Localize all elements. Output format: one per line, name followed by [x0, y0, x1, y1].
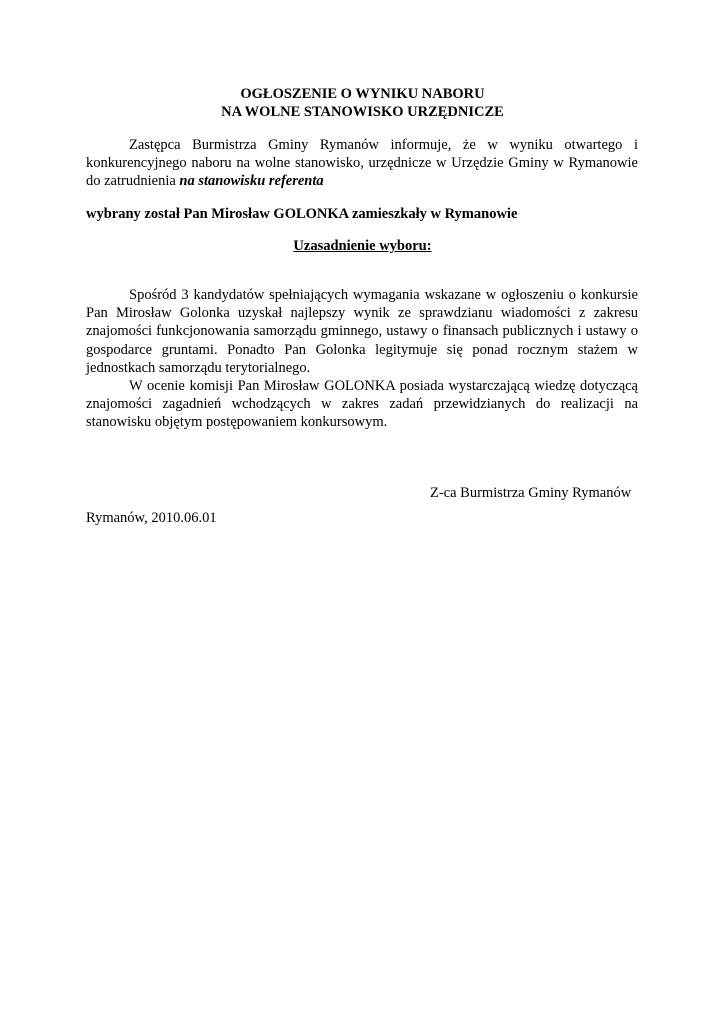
justification-paragraph-1: Spośród 3 kandydatów spełniających wymagania wskazane w ogłoszeniu o konkursie Pan Mirosław Golonka uzyskał najlepszy wynik ze sprawdzianu wiadomości z zakresu znajomości funkcjonowania samorządu gminnego, ustawy o finansach publicznych i ustawy o gospodarce gruntami. Ponadto Pan Golonka legitymuje się ponad rocznym stażem w jednostkach samorządu terytorialnego.	[86, 287, 638, 376]
intro-paragraph	[86, 136, 638, 191]
intro-text: Zastępca Burmistrza Gminy Rymanów informuje, że w wyniku otwartego i konkurencyjnego naboru na wolne stanowisko, urzędnicze w Urzędzie Gminy w Rymanowie do zatrudnienia	[86, 137, 638, 190]
justification-paragraph-2: W ocenie komisji Pan Mirosław GOLONKA posiada wystarczającą wiedzę dotyczącą znajomości zagadnień wchodzących w zakres zadań przewidzianych do realizacji na stanowisku objętym postępowaniem konkursowym.	[86, 378, 638, 431]
document-title-line1: OGŁOSZENIE O WYNIKU NABORU	[240, 86, 485, 102]
selected-candidate: wybrany został Pan Mirosław GOLONKA zamieszkały w Rymanowie	[86, 206, 518, 222]
intro-emphasis: na stanowisku referenta	[179, 173, 324, 190]
place-date: Rymanów, 2010.06.01	[86, 510, 217, 526]
signature: Z-ca Burmistrza Gminy Rymanów	[430, 485, 632, 501]
justification-heading: Uzasadnienie wyboru:	[293, 238, 432, 254]
document-title-line2: NA WOLNE STANOWISKO URZĘDNICZE	[221, 104, 504, 120]
